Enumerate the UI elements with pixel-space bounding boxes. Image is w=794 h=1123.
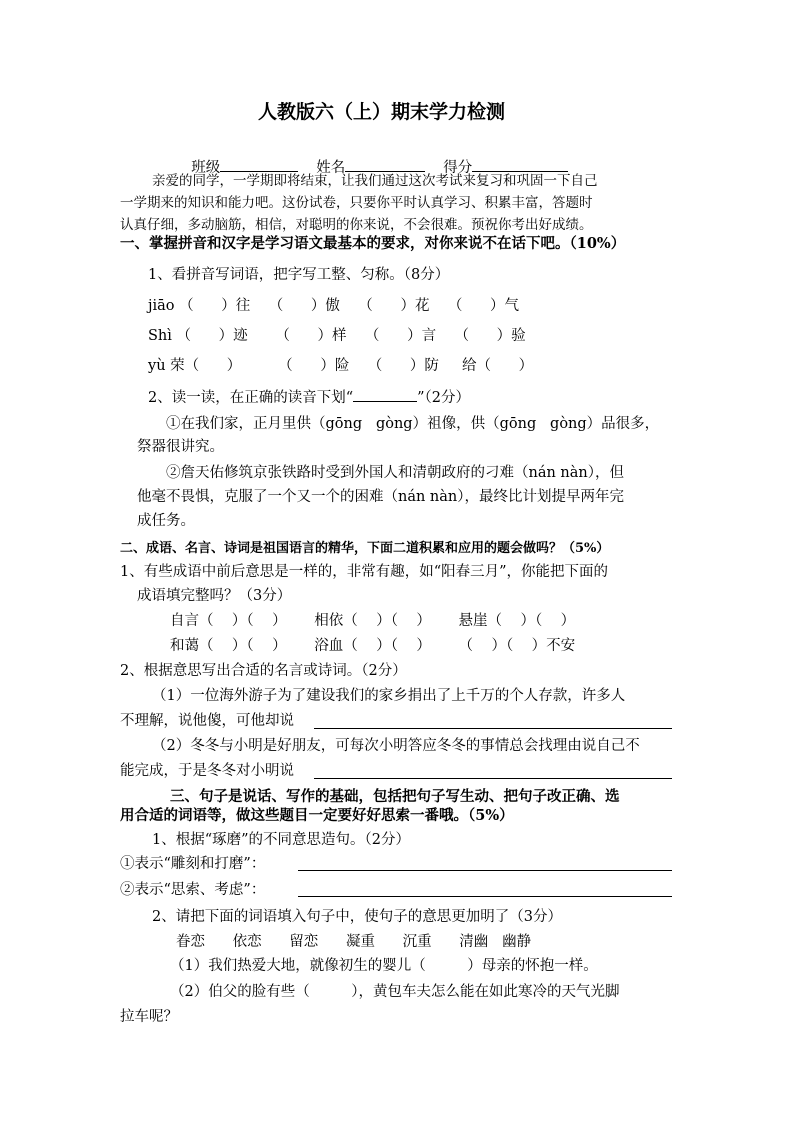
name-label: 姓名 — [316, 160, 346, 176]
option-1-label: ①表示“雕刻和打磨”： — [120, 856, 266, 872]
section2-q1-line-1: 1、有些成语中前后意思是一样的，非常有趣，如“阳春三月”，你能把下面的 — [120, 564, 609, 580]
answer-line-2[interactable] — [314, 778, 672, 779]
fill-sentence-2-line-2: 拉车呢？ — [120, 1009, 178, 1025]
section2-q2-p2-line-1: （2）冬冬与小明是好朋友，可每次小明答应冬冬的事情总会找理由说自己不 — [152, 738, 640, 754]
sentence-1-line-1[interactable]: ①在我们家，正月里供（gōng gòng）祖像，供（gōng gòng）品很多， — [166, 416, 660, 432]
word-bank: 眷恋 依恋 留恋 凝重 沉重 清幽 幽静 — [176, 934, 532, 950]
section1-q1-prompt: 1、看拼音写词语，把字写工整、匀称。（8分） — [148, 267, 450, 283]
page-title: 人教版六（上）期末学力检测 — [258, 101, 506, 123]
section2-q2-p1-line-1: （1）一位海外游子为了建设我们的家乡捐出了上千万的个人存款，许多人 — [152, 688, 626, 704]
section2-q2-p2-line-2: 能完成，于是冬冬对小明说 — [120, 763, 294, 779]
sentence-2-line-2[interactable]: 他毫不畏惧，克服了一个又一个的困难（nán nàn），最终比计划提早两年完 — [137, 489, 625, 505]
section2-q2-prompt: 2、根据意思写出合适的名言或诗词。（2分） — [120, 663, 407, 679]
section1-heading: 一、掌握拼音和汉字是学习语文最基本的要求，对你来说不在话下吧。（10%） — [120, 235, 626, 252]
score-field[interactable] — [472, 158, 568, 172]
q2-prompt-start: 2、读一读，在正确的读音下划“ — [148, 390, 354, 406]
section3-heading-line-1: 三、句子是说话、写作的基础，包括把句子写生动、把句子改正确、选 — [170, 788, 620, 805]
idiom-row-1[interactable]: 自言（ ）（ ） 相依（ ）（ ） 悬崖（ ）（ ） — [170, 613, 576, 629]
name-field[interactable] — [345, 158, 425, 172]
idiom-row-2[interactable]: 和蔼（ ）（ ） 浴血（ ）（ ） （ ）（ ）不安 — [170, 638, 576, 654]
section3-q2-prompt: 2、请把下面的词语填入句子中，使句子的意思更加明了（3分） — [152, 909, 562, 925]
section2-q2-p1-line-2: 不理解，说他傻，可他却说 — [120, 713, 294, 729]
pinyin-row-3[interactable]: yù 荣（ ） （ ）险 （ ）防 给（ ） — [148, 358, 534, 374]
sentence-2-line-3: 成任务。 — [137, 513, 195, 529]
section3-heading-line-2: 用合适的词语等，做这些题目一定要好好思索一番哦。（5%） — [120, 807, 514, 824]
section2-heading: 二、成语、名言、诗词是祖国语言的精华，下面二道积累和应用的题会做吗？（5%） — [120, 541, 610, 556]
option-1-answer-line[interactable] — [298, 870, 672, 871]
score-label: 得分 — [443, 160, 473, 176]
class-field[interactable] — [220, 158, 298, 172]
q2-prompt-end: ”（2分） — [417, 390, 471, 406]
answer-line-1[interactable] — [314, 728, 672, 729]
sentence-1-line-2: 祭器很讲究。 — [137, 439, 224, 455]
underline-sample — [353, 388, 417, 402]
fill-sentence-2-line-1[interactable]: （2）伯父的脸有些（ ），黄包车夫怎么能在如此寒冷的天气光脚 — [170, 984, 620, 1000]
pinyin-row-2[interactable]: Shì （ ）迹 （ ）样 （ ）言 （ ）验 — [148, 328, 526, 344]
section1-q2-prompt — [148, 388, 470, 407]
section2-q1-line-2: 成语填完整吗？（3分） — [137, 588, 292, 604]
intro-line-1: 亲爱的同学，一学期即将结束，让我们通过这次考试来复习和巩固一下自己 — [152, 173, 598, 189]
sentence-2-line-1[interactable]: ②詹天佑修筑京张铁路时受到外国人和清朝政府的刁难（nán nàn），但 — [166, 465, 625, 481]
option-2-label: ②表示“思索、考虑”： — [120, 882, 266, 898]
intro-line-3: 认真仔细，多动脑筋，相信，对聪明的你来说，不会很难。预祝你考出好成绩。 — [120, 217, 593, 233]
pinyin-row-1[interactable]: jiāo （ ）往 （ ）傲 （ ）花 （ ）气 — [148, 298, 520, 314]
fill-sentence-1[interactable]: （1）我们热爱大地，就像初生的婴儿（ ）母亲的怀抱一样。 — [170, 958, 598, 974]
option-2-answer-line[interactable] — [298, 896, 672, 897]
section3-q1-prompt: 1、根据“琢磨”的不同意思造句。（2分） — [152, 832, 411, 848]
class-label: 班级 — [191, 160, 221, 176]
intro-line-2: 一学期来的知识和能力吧。这份试卷，只要你平时认真学习、积累丰富，答题时 — [120, 195, 593, 211]
